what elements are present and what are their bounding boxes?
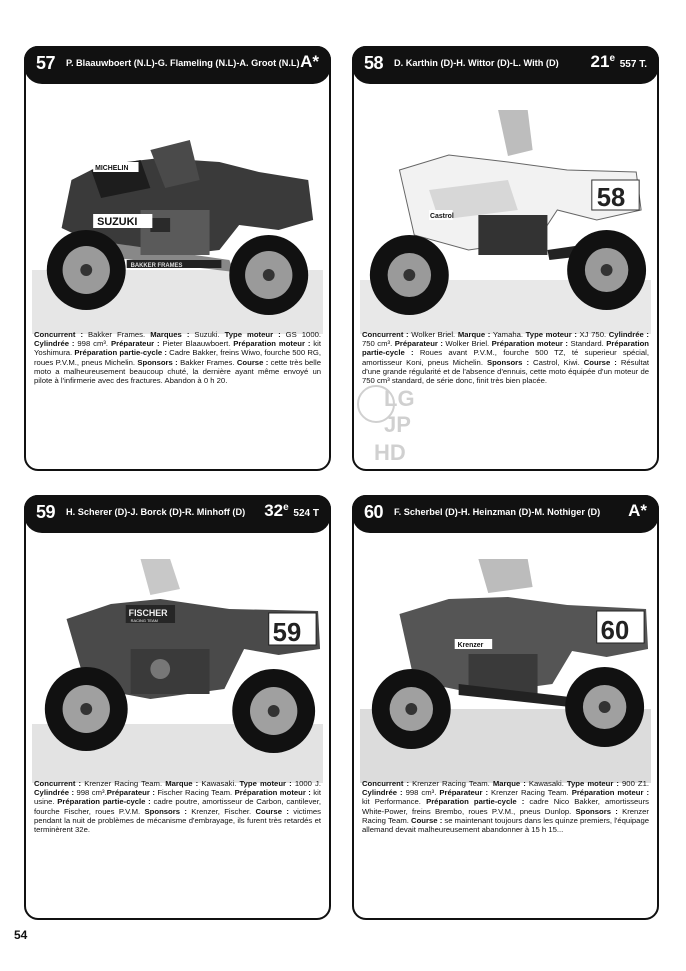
library-stamp: [354, 376, 424, 468]
livery-suzuki: SUZUKI: [97, 215, 138, 229]
svg-text:JP: JP: [384, 412, 411, 437]
livery-bakker-frames: BAKKER FRAMES: [130, 262, 183, 270]
motorcycle-photo: [360, 559, 651, 783]
livery-fischer: FISCHER: [128, 607, 168, 619]
entry-card-57: [24, 46, 331, 471]
bike-race-number: 59: [272, 618, 302, 648]
bike-race-number: 60: [600, 616, 630, 646]
motorcycle-photo: [32, 110, 323, 334]
svg-text:HD: HD: [374, 440, 406, 465]
entry-result: 32e 524 T: [264, 501, 319, 520]
entry-description: Concurrent : Krenzer Racing Team. Marque : Kawasaki. Type moteur : 1000 J. Cylindrée : 998 cm³.Préparateur : Fischer Racing Team. Préparation moteur : kit usine. Préparation partie-cycle : cadre poutre, amortisseur de Carbon, cantilever, fourche Fischer, roues P.V.M. Sponsors : Krenzer, Fischer. Course : victimes pendant la nuit de problèmes de mécanisme d'embrayage, ils furent très retardés et terminèrent 32e.: [34, 779, 322, 835]
entry-number: 59: [36, 502, 56, 522]
livery-racing-team: RACING TEAM: [130, 617, 158, 624]
entry-description: Concurrent : Bakker Frames. Marques : Suzuki. Type moteur : GS 1000. Cylindrée : 998 cm³. Préparateur : Pieter Blaauwboert. Préparation moteur : kit Yoshimura. Préparation partie-cycle : Cadre Bakker, freins Wiwo, fourche 500 RG, roues P.V.M., pneus Michelin. Sponsors : Bakker Frames. Course : cette très belle moto a malheureusement beaucoup chuté, la dernière ayant même envoyé un pilote à l'infirmerie avec des fractures. Abandon à 0 h 20.: [34, 330, 322, 386]
entry-number: 57: [36, 53, 56, 73]
livery-krenzer: Krenzer: [457, 641, 484, 650]
page-number: 54: [14, 928, 28, 942]
entry-card-60: [352, 495, 659, 920]
entry-description: Concurrent : Wolker Briel. Marque : Yamaha. Type moteur : XJ 750. Cylindrée : 750 cm³. Préparateur : Wolker Briel. Préparation moteur : Standard. Préparation partie-cycle : Roues avant P.V.M., fourche 500 TZ, té superieur spécial, amortisseur Koni, pneus Michelin. Sponsors : Castrol, Kiwi. Course : Résultat d'une grande régularité et de l'absence d'ennuis, cette moto équipée d'un moteur de 750 cm³ standard, de série donc, finit très bien placée.: [362, 330, 650, 386]
entry-header: [24, 495, 331, 533]
entry-riders: F. Scherbel (D)-H. Heinzman (D)-M. Nothiger (D): [394, 507, 601, 517]
bike-race-number: 58: [596, 183, 626, 213]
entry-header: [352, 495, 659, 533]
motorcycle-image: [360, 110, 651, 334]
entry-number: 58: [364, 53, 384, 73]
entry-description: Concurrent : Krenzer Racing Team. Marque : Kawasaki. Type moteur : 900 Z1. Cylindrée : 998 cm³. Préparateur : Krenzer Racing Team. Préparation moteur : kit Performance. Préparation partie-cycle : cadre Nico Bakker, amortisseurs White-Power, freins Brembo, roues P.V.M., pneus Dunlop. Sponsors : Krenzer Racing Team. Course : se maintenant toujours dans les quinze premiers, l'équipage allemand devait malheureusement abandonner à 15 h 15...: [362, 779, 650, 835]
entry-riders: D. Karthin (D)-H. Wittor (D)-L. With (D): [394, 58, 559, 68]
motorcycle-photo: [360, 110, 651, 334]
entry-result: A*: [300, 52, 319, 71]
entry-riders: P. Blaauwboert (N.L)-G. Flameling (N.L)-A. Groot (N.L): [66, 58, 300, 68]
motorcycle-image: [360, 559, 651, 783]
entry-number: 60: [364, 502, 384, 522]
motorcycle-image: [32, 559, 323, 783]
motorcycle-image: [32, 110, 323, 334]
entry-riders: H. Scherer (D)-J. Borck (D)-R. Minhoff (D): [66, 507, 246, 517]
livery-castrol: Castrol: [430, 212, 454, 221]
motorcycle-photo: [32, 559, 323, 783]
svg-text:LG: LG: [384, 386, 415, 411]
entry-header: [24, 46, 331, 84]
entry-result: 21e 557 T.: [590, 52, 647, 71]
entry-card-58: [352, 46, 659, 471]
entry-card-59: [24, 495, 331, 920]
entry-header: [352, 46, 659, 84]
entry-result: A*: [628, 501, 647, 520]
livery-michelin: MICHELIN: [95, 164, 129, 173]
